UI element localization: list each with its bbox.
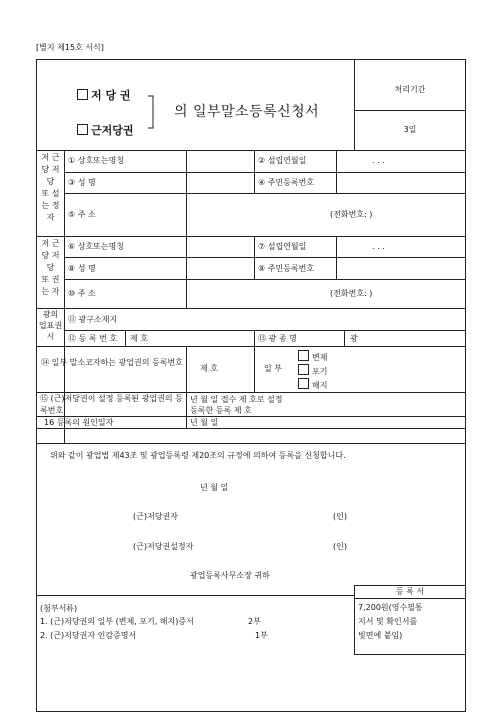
section-line [36, 308, 466, 309]
col-line [254, 346, 255, 392]
section-line [36, 236, 466, 237]
holder-rep-label: ③ 성 명 [68, 178, 96, 187]
repay-checkbox[interactable] [298, 350, 309, 361]
option-waive[interactable]: 포기 [298, 364, 327, 377]
sign1-seal[interactable]: (인) [333, 512, 347, 521]
setter-name-label: ⑥ 상호또는명칭 [68, 242, 125, 251]
mortgage-checkbox[interactable] [77, 89, 88, 100]
option-cancel[interactable]: 해지 [298, 378, 327, 391]
stamp-divider [354, 598, 466, 599]
col-line [254, 236, 255, 279]
setter-founded-value[interactable]: . . . [372, 242, 385, 251]
processing-label: 처리기간 [394, 85, 426, 94]
option-mortgage[interactable]: 저 당 권 [77, 89, 131, 101]
holder-side-label: 저 근 당 저 당 또 설 는 정 자 [41, 153, 60, 222]
partial-part-label: 일 부 [264, 364, 282, 373]
attachments-title: (첨부서류) [40, 604, 78, 613]
attachment-item-1: 1. (근)저당권의 일부 (변제, 포기, 해지)증서 [40, 617, 194, 626]
bracket-icon [148, 92, 158, 132]
setter-rep-label: ⑧ 성 명 [68, 264, 96, 273]
footer-line [36, 595, 354, 596]
row-line [64, 193, 466, 194]
setter-phone-label[interactable]: (전화번호: ) [330, 289, 373, 298]
stamp-title: 등 록 서 [395, 587, 425, 596]
addressee: 광업등록사무소장 귀하 [190, 571, 270, 580]
form-title: 의 일부말소등록신청서 [174, 104, 320, 120]
row16-value[interactable]: 년 월 일 [190, 418, 219, 427]
root-mortgage-checkbox[interactable] [77, 124, 88, 135]
processing-value: 3일 [403, 125, 417, 134]
row15-label: ⑮ (근)저당권이 설정 등록된 광업권의 등록번호 [40, 394, 183, 415]
holder-id-label: ④ 주민등록번호 [258, 178, 315, 187]
col-line [186, 279, 187, 308]
waive-checkbox[interactable] [298, 364, 309, 375]
holder-name-label: ① 상호또는명칭 [68, 156, 125, 165]
setter-id-label: ⑨ 주민등록번호 [258, 264, 315, 273]
row-line [64, 279, 466, 280]
holder-founded-label: ② 설립연월일 [258, 156, 307, 165]
mining-mineral-label: ⑬ 광 종 명 [258, 334, 297, 343]
attachment-count-2: 1부 [255, 631, 268, 640]
holder-id-field[interactable] [337, 173, 465, 192]
sign2-label: (근)저당권설정자 [133, 542, 194, 551]
stamp-text-1: 7,200원(영수필통 [358, 603, 423, 612]
col-line [254, 150, 255, 193]
option-root-mortgage[interactable]: 근저당권 [77, 124, 134, 136]
partial-regno-value[interactable]: 제 호 [200, 364, 218, 373]
col-line [186, 236, 187, 279]
option-repay[interactable]: 변제 [298, 350, 327, 363]
col-line [186, 193, 187, 236]
holder-founded-value[interactable]: . . . [372, 156, 385, 165]
attachment-item-2: 2. (근)저당권자 인감증명서 [40, 631, 137, 640]
setter-side-label: 저 근 당 저 당 또 권 는 자 [41, 239, 60, 296]
mining-regno-label: ⑫ 등 록 번 호 [68, 334, 118, 343]
row15-line1[interactable]: 년 월 일 접수 제 호로 설정 [190, 395, 283, 404]
setter-addr-label: ⑩ 주 소 [68, 289, 96, 298]
holder-name-field[interactable] [187, 151, 253, 171]
row15-line2[interactable]: 등록한 등록 제 호 [190, 406, 252, 415]
holder-phone-label[interactable]: (전화번호: ) [330, 210, 373, 219]
section-line [36, 443, 466, 444]
header-divider [354, 59, 355, 150]
date-line[interactable]: 년 월 일 [200, 483, 229, 492]
cancel-checkbox[interactable] [298, 378, 309, 389]
setter-founded-label: ⑦ 설립연월일 [258, 242, 307, 251]
partial-label: ⑭ 일부 말소코자하는 광업권의 등록번호 [41, 358, 183, 367]
holder-addr-label: ⑤ 주 소 [68, 210, 96, 219]
mining-regno-value[interactable]: 제 호 [130, 334, 148, 343]
section-line [36, 428, 466, 429]
form-label: [별지 제15호 서식] [36, 43, 104, 52]
stamp-text-3: 빛면에 붙임) [358, 631, 403, 640]
attachment-count-1: 2부 [248, 617, 261, 626]
mining-mineral-value[interactable]: 광 [350, 334, 358, 343]
col-line [344, 330, 345, 346]
col-line [186, 346, 187, 428]
sign2-seal[interactable]: (인) [333, 542, 347, 551]
processing-divider [354, 110, 466, 111]
row-line [64, 257, 466, 258]
col-line [254, 330, 255, 346]
mining-side-label: 광의 업표권 시 [38, 310, 63, 341]
row16-label: 16 등록의 원인일자 [44, 418, 114, 427]
mining-location-label: ⑪ 광구소재지 [68, 315, 118, 324]
statement-text: 위와 같이 광업법 제43조 및 광업등록령 제20조의 규정에 의하여 등록을 신청합니다. [50, 451, 346, 460]
stamp-text-2: 지서 및 확인서를 [358, 617, 418, 626]
sign1-label: (근)저당권자 [133, 512, 178, 521]
section-line [36, 346, 466, 347]
col-line [125, 330, 126, 346]
col-line [336, 236, 337, 279]
